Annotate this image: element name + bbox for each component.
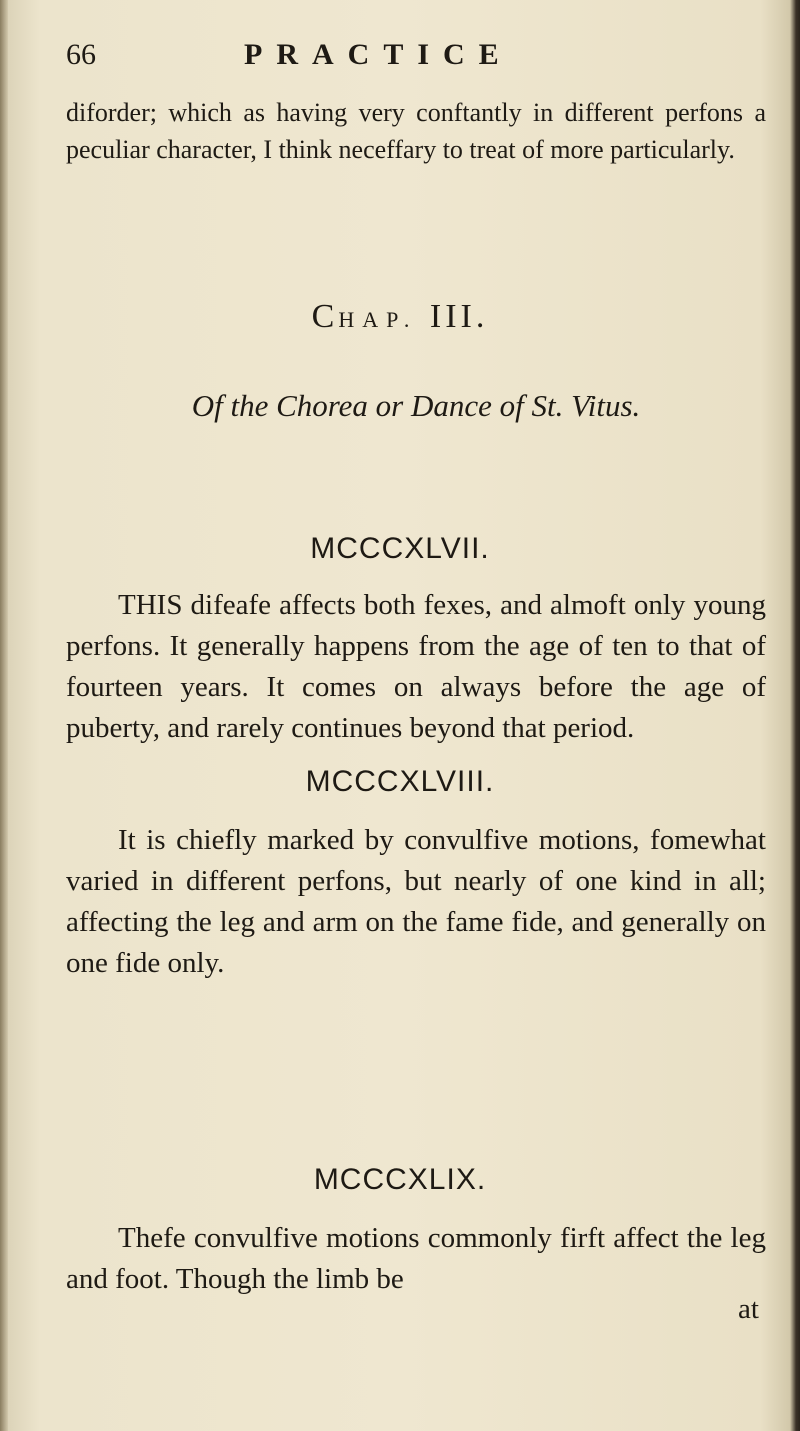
section-number: MCCCXLVII. <box>310 532 490 565</box>
catchword: at <box>738 1293 759 1325</box>
section-number: MCCCXLIX. <box>313 1163 487 1196</box>
section-paragraph: Thefe convulfive motions commonly firft affect the leg and foot. Though the limb be <box>66 1222 766 1295</box>
section-paragraph: THIS difeafe affects both fexes, and almoft only young perfons. It generally happens from the age of ten to that of fourteen years. It comes on always before the age of puberty, and rarely continues beyond that period. <box>66 589 766 744</box>
chapter-heading-initial: C <box>311 298 339 335</box>
chapter-title: Of the Chorea or Dance of St. Vitus. <box>191 388 641 423</box>
section-number: MCCCXLVIII. <box>305 765 495 798</box>
chapter-heading-label: HAP. <box>338 307 418 332</box>
chapter-number: III. <box>429 298 489 335</box>
page-binding-edge <box>0 0 8 1431</box>
page-number: 66 <box>66 38 96 71</box>
intro-paragraph: diforder; which as having very conftantly in different perfons a peculiar character, I think neceffary to treat of more particularly. <box>66 98 766 164</box>
chapter-heading <box>0 298 800 336</box>
section-paragraph: It is chiefly marked by convulfive motions, fomewhat varied in different perfons, but nearly of one kind in all; affecting the leg and arm on the fame fide, and generally on one fide only. <box>66 824 766 979</box>
running-head: PRACTICE <box>244 38 513 71</box>
page-header <box>66 38 706 88</box>
